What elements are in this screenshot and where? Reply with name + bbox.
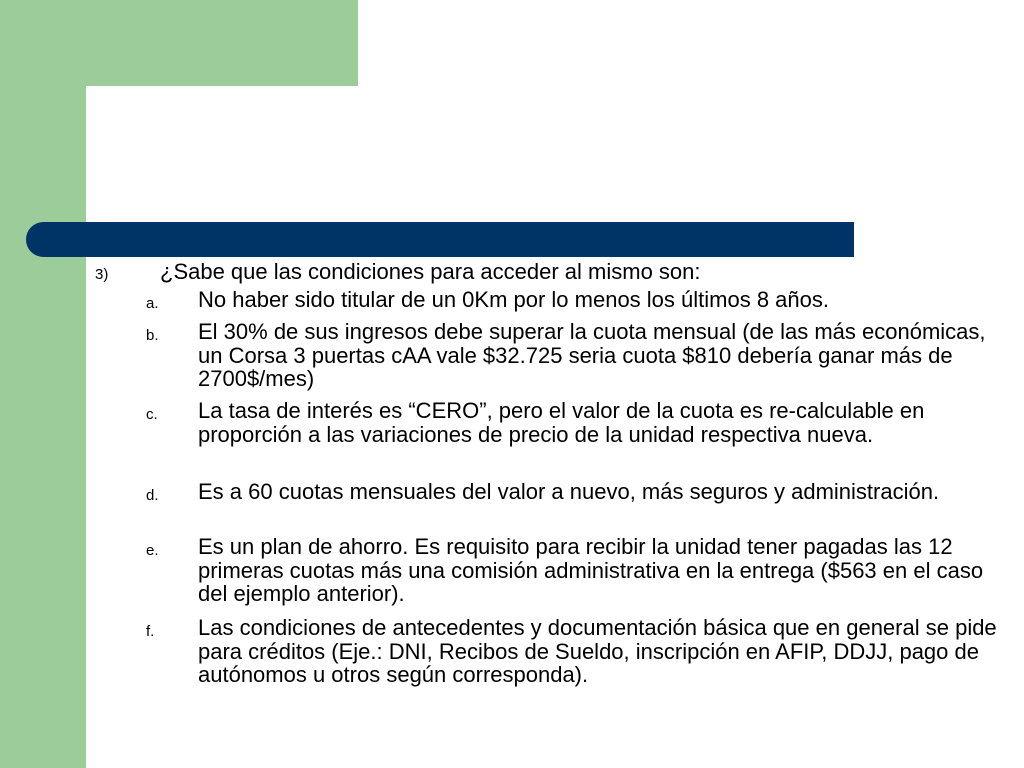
list-letter: c. bbox=[146, 406, 158, 423]
list-text: Es a 60 cuotas mensuales del valor a nuevo, más seguros y administración. bbox=[198, 479, 940, 504]
list-text: La tasa de interés es “CERO”, pero el valor de la cuota es re-calculable en proporción a las variaciones de precio de la unidad respectiva nueva. bbox=[198, 398, 925, 447]
list-letter: a. bbox=[146, 295, 159, 312]
main-item-text: ¿Sabe que las condiciones para acceder al mismo son: bbox=[160, 259, 701, 284]
title-bar bbox=[26, 222, 854, 257]
list-letter: e. bbox=[146, 542, 159, 559]
list-text: No haber sido titular de un 0Km por lo menos los últimos 8 años. bbox=[198, 287, 829, 312]
sidebar-accent bbox=[0, 0, 86, 768]
list-text: El 30% de sus ingresos debe superar la cuota mensual (de las más económicas, un Corsa 3 puertas cAA vale $32.725 seria cuota $810 debería ganar más de 2700$/mes) bbox=[198, 319, 986, 392]
list-letter: f. bbox=[146, 623, 155, 640]
top-accent bbox=[86, 0, 358, 86]
main-list-item bbox=[0, 258, 1024, 288]
list-text: Es un plan de ahorro. Es requisito para recibir la unidad tener pagadas las 12 primeras cuotas más una comisión administrativa en la entrega ($563 en el caso del ejemplo anterior). bbox=[198, 534, 984, 607]
list-text: Las condiciones de antecedentes y documentación básica que en general se pide para créditos (Eje.: DNI, Recibos de Sueldo, inscripción en AFIP, DDJJ, pago de autónomos u otros según corresponda). bbox=[198, 615, 997, 688]
list-letter: b. bbox=[146, 327, 159, 344]
list-letter: d. bbox=[146, 487, 159, 504]
main-item-number: 3) bbox=[95, 266, 109, 283]
